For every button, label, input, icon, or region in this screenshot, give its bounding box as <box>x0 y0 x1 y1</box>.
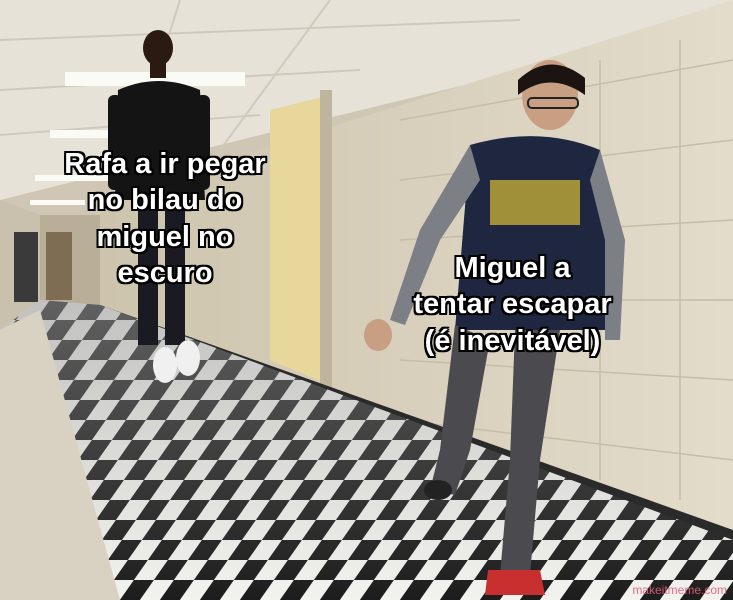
caption-line: no bilau do <box>87 184 243 217</box>
door-frame <box>320 90 332 390</box>
watermark: makeitmeme.com <box>632 583 727 597</box>
caption-line: (é inevitável) <box>424 324 601 357</box>
caption-line: tentar escapar <box>413 288 612 321</box>
caption-line: Miguel a <box>454 252 571 284</box>
caption-running-person <box>385 250 640 359</box>
back-door <box>14 232 38 302</box>
caption-line: escuro <box>117 256 213 289</box>
caption-line: Rafa a ir pegar <box>64 148 266 180</box>
caption-floating-person <box>40 146 290 291</box>
caption-line: miguel no <box>96 220 234 253</box>
